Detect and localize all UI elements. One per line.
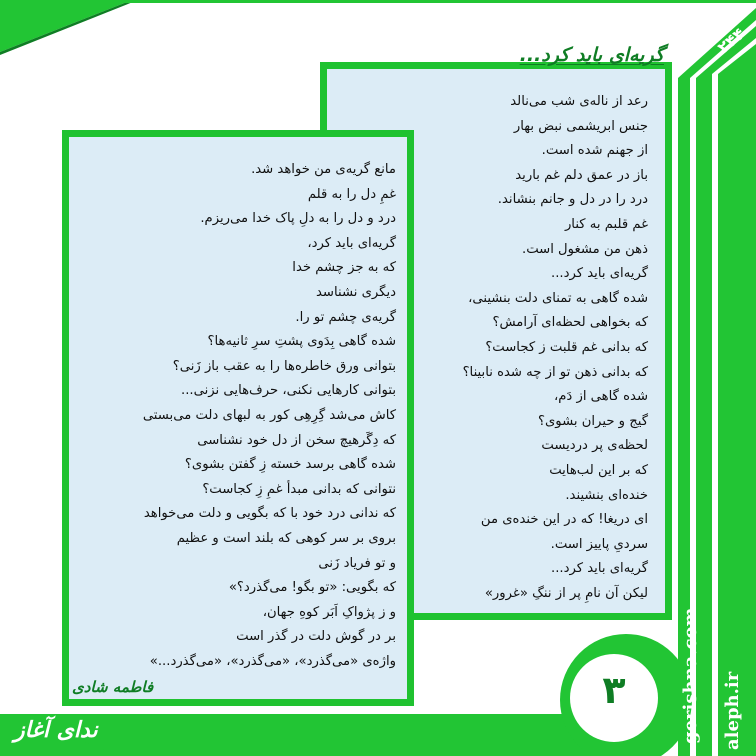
issue-number: ۳ [602, 668, 626, 712]
right-poem-text: رعد از ناله‌ی شب می‌نالد جنس ابریشمی نبض بهار از جهنم شده است. باز در عمق دلم غم بارید درد را در دل و جانم بنشاند. غم قلبم به کنار ذهن من مشغول است. گریه‌ای باید کرد... شده گاهی به تمنای دلت بنشینی، که بخواهی لحظه‌ای آرامش؟ که بدانی غم قلبت ز کجاست؟ که بدانی ذهن تو از چه شده نابینا؟ شده گاهی از دَم، گیج و حیران بشوی؟ لحظه‌ی پر دردیست که بر این لب‌هایت خنده‌ای بنشیند. ای دریغا! که در این خنده‌ی من سردیِ پاییز است. گریه‌ای باید کرد... لیکن آن نامِ پر از ننگِ «غرور» [462, 94, 648, 601]
page-number: ۲۴۴ [713, 23, 749, 58]
magazine-name: ندای آغاز [14, 718, 98, 743]
author-name: فاطمه شادی [72, 678, 154, 696]
poem-title: گریه‌ای باید کرد... [519, 44, 664, 66]
site-aleph: aleph.ir [722, 671, 743, 750]
site-gerishna: gerishna.com [680, 607, 701, 744]
left-poem-text: مانع گریه‌ی من خواهد شد. غمِ دل را به قلم درد و دل را به دلِ پاک خدا می‌ریزم. گریه‌ای باید کرد، که به جز چشم خدا دیگری نشناسد گریه‌ی چشم تو را. شده گاهی بِدَوی پشتِ سرِ ثانیه‌ها؟ بتوانی ورق خاطره‌ها را به عقب باز زَنی؟ بتوانی کارهایی نکنی، حرف‌هایی نزنی... کاش می‌شد گِرِهِی کور به لبهای دلت می‌بستی که دِگَرهیچ سخن از دل خود نشناسی شده گاهی برسد خسته زِ گفتن بشوی؟ نتوانی که بدانی مبدأ غمِ زِ کجاست؟ که ندانی درد خود با که بگویی و دلت می‌خواهد بروی بر سر کوهی که بلند است و عظیم و تو فریاد زَنی که بگویی: «تو بگو! می‌گذرد؟» و ز پژواکِ اَبَر کوهِ جهان، بر در گوش دلت در گذر است واژه‌ی «می‌گذرد»، «می‌گذرد»، «می‌گذرد...» [142, 162, 396, 669]
